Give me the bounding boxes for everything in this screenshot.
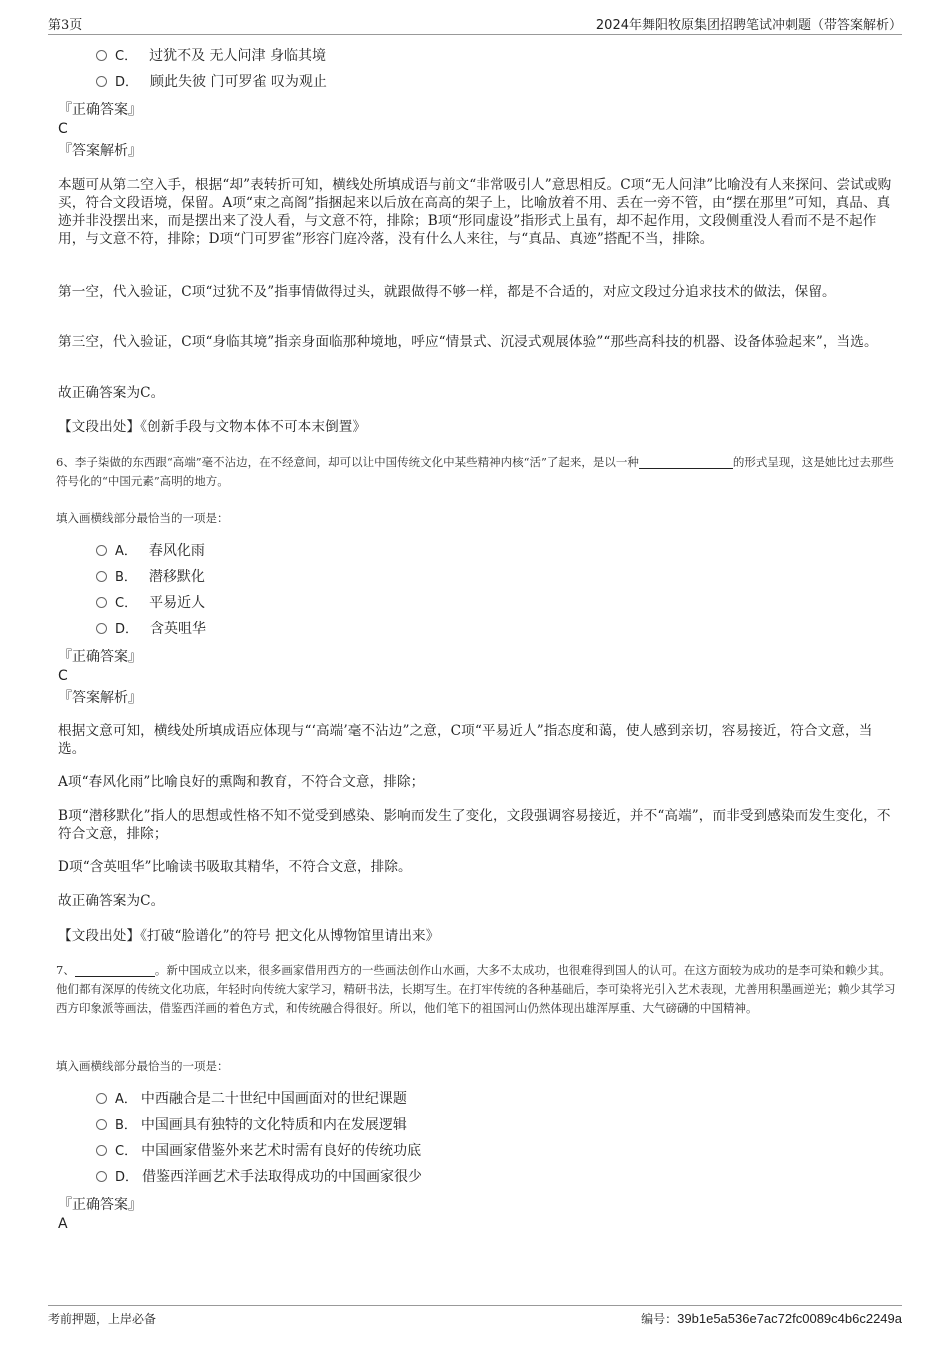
radio-icon[interactable] (96, 1171, 107, 1182)
fill-blank (75, 976, 155, 977)
q6-option-c[interactable]: C． 平易近人 (96, 593, 205, 614)
q6-answer-label: 『正确答案』 (58, 649, 142, 665)
page-number: 第3页 (48, 18, 83, 33)
q5-analysis-paragraph: 第三空，代入验证，C项“身临其境”指亲身面临那种境地，呼应“情景式、沉浸式观展体验”“那些高科技的机器、设备体验起来”，当选。 (58, 334, 878, 350)
q7-option-a[interactable]: A． 中西融合是二十世纪中国画面对的世纪课题 (96, 1089, 407, 1110)
q6-answer: C (58, 668, 68, 684)
q5-analysis-paragraph: 本题可从第二空入手，根据“却”表转折可知，横线处所填成语与前文“非常吸引人”意思相反。C项“无人问津”比喻没有人来探问、尝试或购买，符合文段语境，保留。A项“束之高阁”指捆起来以后放在高高的架子上，比喻放着不用、丢在一旁不管，由“摆在那里”可知，真品、真迹并非没摆出来，而是摆出来了没人看，与文意不符，排除；B项“形同虚设”指形式上虽有，却不起作用，文段侧重没人看而不是不起作用，与文意不符，排除；D项“门可罗雀”形容门庭冷落，没有什么人来往，与“真品、真迹”搭配不当，排除。 (58, 177, 892, 247)
q6-analysis-paragraph: A项“春风化雨”比喻良好的熏陶和教育，不符合文意，排除； (58, 774, 425, 790)
radio-icon[interactable] (96, 623, 107, 634)
q6-prompt: 填入画横线部分最恰当的一项是： (56, 511, 229, 525)
radio-icon[interactable] (96, 76, 107, 87)
q6-option-a[interactable]: A． 春风化雨 (96, 541, 205, 562)
q5-analysis-label: 『答案解析』 (58, 143, 142, 159)
fill-blank (639, 468, 733, 469)
q5-analysis-paragraph: 第一空，代入验证，C项“过犹不及”指事情做得过头，就跟做得不够一样，都是不合适的，对应文段过分追求技术的做法，保留。 (58, 284, 836, 300)
q6-analysis-paragraph: D项“含英咀华”比喻读书吸取其精华，不符合文意，排除。 (58, 859, 412, 875)
q7-answer: A (58, 1216, 68, 1232)
q6-question-text: 6、李子柒做的东西跟“高端”毫不沾边，在不经意间，却可以让中国传统文化中某些精神内核“活”了起来，是以一种 的形式呈现，这是她比过去那些符号化的“中国元素”高明的地方。 (56, 455, 894, 488)
q7-prompt: 填入画横线部分最恰当的一项是： (56, 1059, 229, 1073)
page-header (48, 14, 902, 35)
q7-answer-label: 『正确答案』 (58, 1197, 142, 1213)
radio-icon[interactable] (96, 50, 107, 61)
document-code: 编号：39b1e5a536e7ac72fc0089c4b6c2249a (641, 1311, 902, 1326)
q5-conclusion: 故正确答案为C。 (58, 385, 165, 401)
q5-option-c[interactable]: C． 过犹不及 无人问津 身临其境 (96, 46, 326, 67)
radio-icon[interactable] (96, 1119, 107, 1130)
q6-conclusion: 故正确答案为C。 (58, 893, 165, 909)
radio-icon[interactable] (96, 571, 107, 582)
radio-icon[interactable] (96, 545, 107, 556)
q5-answer: C (58, 121, 68, 137)
footer-slogan: 考前押题，上岸必备 (48, 1312, 157, 1326)
q7-question-text: 7、 。新中国成立以来，很多画家借用西方的一些画法创作山水画，大多不太成功，也很难得到国人的认可。在这方面较为成功的是李可染和赖少其。他们都有深厚的传统文化功底，年轻时向传统大家学习，精研书法，长期写生。在打牢传统的各种基础后，李可染将光引入艺术表现，尤善用积墨画逆光；赖少其学习西方印象派等画法，借鉴西洋画的着色方式，和传统融合得很好。所以，他们笔下的祖国河山仍然体现出雄浑厚重、大气磅礴的中国精神。 (56, 963, 896, 1015)
q6-option-d[interactable]: D． 含英咀华 (96, 619, 206, 640)
q6-source: 【文段出处】《打破“脸谱化”的符号 把文化从博物馆里请出来》 (58, 928, 440, 944)
radio-icon[interactable] (96, 1145, 107, 1156)
q6-analysis-label: 『答案解析』 (58, 690, 142, 706)
q7-option-c[interactable]: C． 中国画家借鉴外来艺术时需有良好的传统功底 (96, 1141, 421, 1162)
q7-option-d[interactable]: D． 借鉴西洋画艺术手法取得成功的中国画家很少 (96, 1167, 422, 1188)
q5-option-d[interactable]: D． 顾此失彼 门可罗雀 叹为观止 (96, 72, 327, 93)
q5-answer-label: 『正确答案』 (58, 102, 142, 118)
document-title: 2024年舞阳牧原集团招聘笔试冲刺题（带答案解析） (595, 18, 902, 33)
radio-icon[interactable] (96, 597, 107, 608)
radio-icon[interactable] (96, 1093, 107, 1104)
q6-analysis-paragraph: 根据文意可知，横线处所填成语应体现与“‘高端’毫不沾边”之意，C项“平易近人”指态度和蔼，使人感到亲切，容易接近，符合文意，当选。 (58, 723, 873, 757)
q7-option-b[interactable]: B． 中国画具有独特的文化特质和内在发展逻辑 (96, 1115, 407, 1136)
q6-option-b[interactable]: B． 潜移默化 (96, 567, 205, 588)
q6-analysis-paragraph: B项“潜移默化”指人的思想或性格不知不觉受到感染、影响而发生了变化，文段强调容易接近，并不“高端”，而非受到感染而发生变化，不符合文意，排除； (58, 808, 891, 842)
q5-source: 【文段出处】《创新手段与文物本体不可本末倒置》 (58, 419, 367, 435)
page-footer (48, 1305, 902, 1327)
